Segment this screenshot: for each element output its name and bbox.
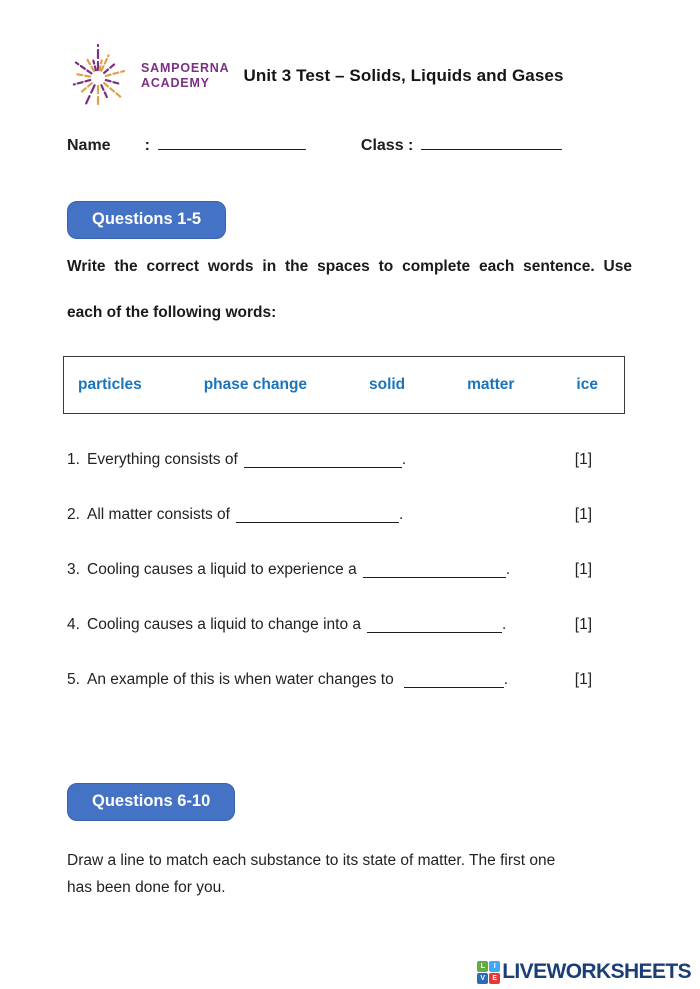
section2-instructions-line2: has been done for you. [67, 879, 226, 896]
icon-letter-v: V [477, 973, 488, 984]
mark-badge: [1] [574, 506, 592, 523]
icon-letter-e: E [489, 973, 500, 984]
answer-blank[interactable] [367, 619, 502, 633]
mark-badge: [1] [574, 561, 592, 578]
question-number: 5. [67, 671, 80, 688]
class-label: Class : [360, 137, 414, 154]
word-bank-item: particles [78, 376, 142, 393]
section2-instructions [67, 847, 632, 901]
section1-instructions-line1: Write the correct words in the spaces to complete each sentence. Use [67, 258, 632, 275]
question-text: Cooling causes a liquid to experience a . [87, 561, 511, 578]
header [67, 42, 632, 110]
question-text: Everything consists of . [87, 451, 407, 468]
logo-line1: SAMPOERNA [141, 61, 230, 75]
question-row [67, 451, 592, 469]
sampoerna-academy-logo [67, 41, 229, 111]
icon-letter-l: L [477, 961, 488, 972]
question-number: 1. [67, 451, 80, 468]
questions-6-10-badge: Questions 6-10 [67, 783, 235, 821]
section1-instructions-line2: each of the following words: [67, 304, 277, 321]
answer-blank[interactable] [236, 509, 399, 523]
page-title: Unit 3 Test – Solids, Liquids and Gases [243, 66, 564, 85]
word-bank-item: phase change [203, 376, 308, 393]
starburst-icon [67, 41, 139, 111]
section2-instructions-line1: Draw a line to match each substance to its state of matter. The first one [67, 852, 556, 869]
mark-badge: [1] [574, 671, 592, 688]
question-text: Cooling causes a liquid to change into a . [87, 616, 507, 633]
question-row [67, 561, 592, 579]
question-text: An example of this is when water changes to . [87, 671, 509, 688]
word-bank-item: solid [368, 376, 406, 393]
answer-blank[interactable] [404, 674, 504, 688]
question-text: All matter consists of . [87, 506, 404, 523]
mark-badge: [1] [574, 616, 592, 633]
name-input-line[interactable] [158, 136, 306, 150]
logo-wordmark [141, 61, 229, 91]
word-bank [63, 356, 625, 414]
answer-blank[interactable] [244, 454, 402, 468]
logo-line2: ACADEMY [141, 76, 210, 90]
liveworksheets-icon [477, 961, 500, 984]
answer-blank[interactable] [363, 564, 506, 578]
class-input-line[interactable] [421, 136, 562, 150]
questions-1-5-badge: Questions 1-5 [67, 201, 226, 239]
brand-text: LIVEWORKSHEETS [502, 960, 691, 983]
name-label: Name [67, 137, 111, 154]
question-number: 2. [67, 506, 80, 523]
name-class-row [67, 136, 632, 155]
question-row [67, 506, 592, 524]
question-row [67, 616, 592, 634]
name-separator: : [144, 137, 150, 154]
question-row [67, 671, 592, 689]
mark-badge: [1] [574, 451, 592, 468]
question-number: 4. [67, 616, 80, 633]
question-number: 3. [67, 561, 80, 578]
question-list [67, 451, 592, 689]
word-bank-item: matter [467, 376, 515, 393]
icon-letter-i: I [489, 961, 500, 972]
liveworksheets-logo [477, 960, 691, 984]
word-bank-item: ice [576, 376, 598, 393]
